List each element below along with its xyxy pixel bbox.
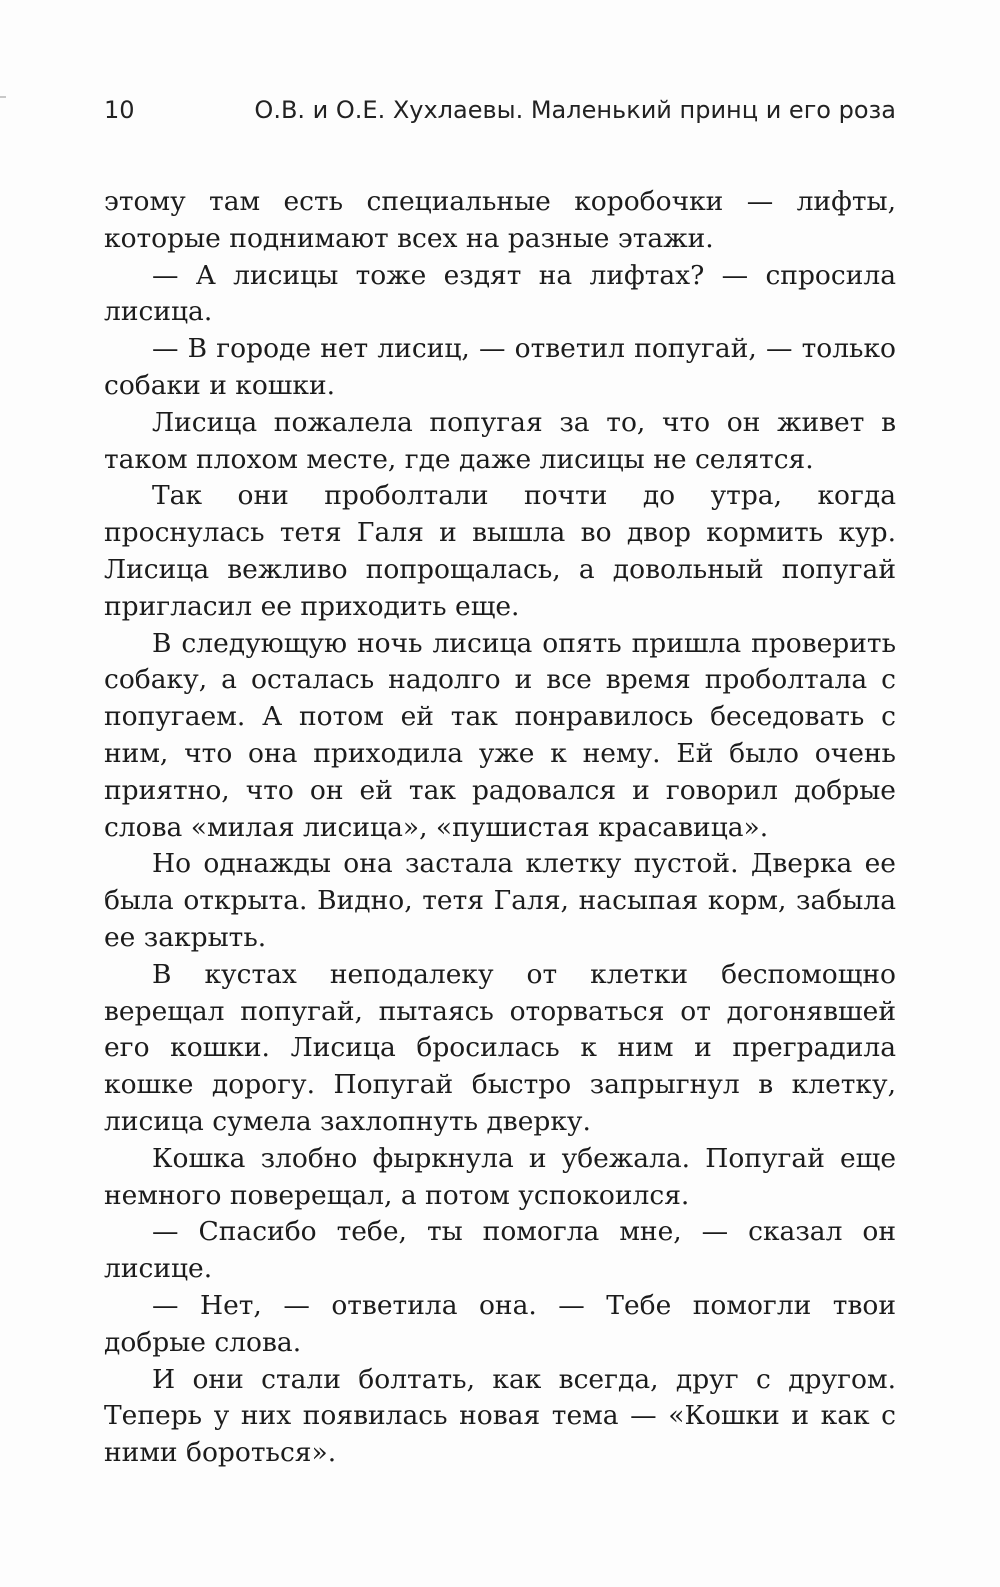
paragraph: — А лисицы тоже ездят на лифтах? — спросила лисица. <box>104 259 896 328</box>
paragraph: Так они проболтали почти до утра, когда проснулась тетя Галя и вышла во двор кормить кур. Лисица вежливо попрощалась, а довольный попугай пригласил ее приходить еще. <box>104 480 896 622</box>
paragraph: Но однажды она застала клетку пустой. Дверка ее была открыта. Видно, тетя Галя, насыпая корм, забыла ее закрыть. <box>104 848 896 953</box>
running-head <box>104 96 896 136</box>
body-text <box>104 184 896 1472</box>
running-title: О.В. и О.Е. Хухлаевы. Маленький принц и его роза <box>254 96 896 124</box>
paragraph: В следующую ночь лисица опять пришла проверить собаку, а осталась надолго и все время проболтала с попугаем. А потом ей так понравилось беседовать с ним, что она приходила уже к нему. Ей было очень приятно, что он ей так радовался и говорил добрые слова «милая лисица», «пушистая красавица». <box>104 627 896 843</box>
paragraph: В кустах неподалеку от клетки беспомощно верещал попугай, пытаясь оторваться от догонявшей его кошки. Лисица бросилась к ним и преградила кошке дорогу. Попугай быстро запрыгнул в клетку, лисица сумела захлопнуть дверку. <box>104 958 896 1137</box>
paragraph: Лисица пожалела попугая за то, что он живет в таком плохом месте, где даже лисицы не селятся. <box>104 406 896 475</box>
paragraph: — Спасибо тебе, ты помогла мне, — сказал он лисице. <box>104 1216 896 1285</box>
paragraph: этому там есть специальные коробочки — лифты, которые поднимают всех на разные этажи. <box>104 186 896 254</box>
scan-edge-mark <box>0 96 6 98</box>
page-number: 10 <box>104 96 135 124</box>
paragraph: И они стали болтать, как всегда, друг с другом. Теперь у них появилась новая тема — «Кошки и как с ними бороться». <box>104 1363 896 1469</box>
paragraph: Кошка злобно фыркнула и убежала. Попугай еще немного поверещал, а потом успокоился. <box>104 1142 896 1211</box>
paragraph: — Нет, — ответила она. — Тебе помогли твои добрые слова. <box>104 1289 896 1358</box>
paragraph: — В городе нет лисиц, — ответил попугай, — только собаки и кошки. <box>104 333 896 401</box>
